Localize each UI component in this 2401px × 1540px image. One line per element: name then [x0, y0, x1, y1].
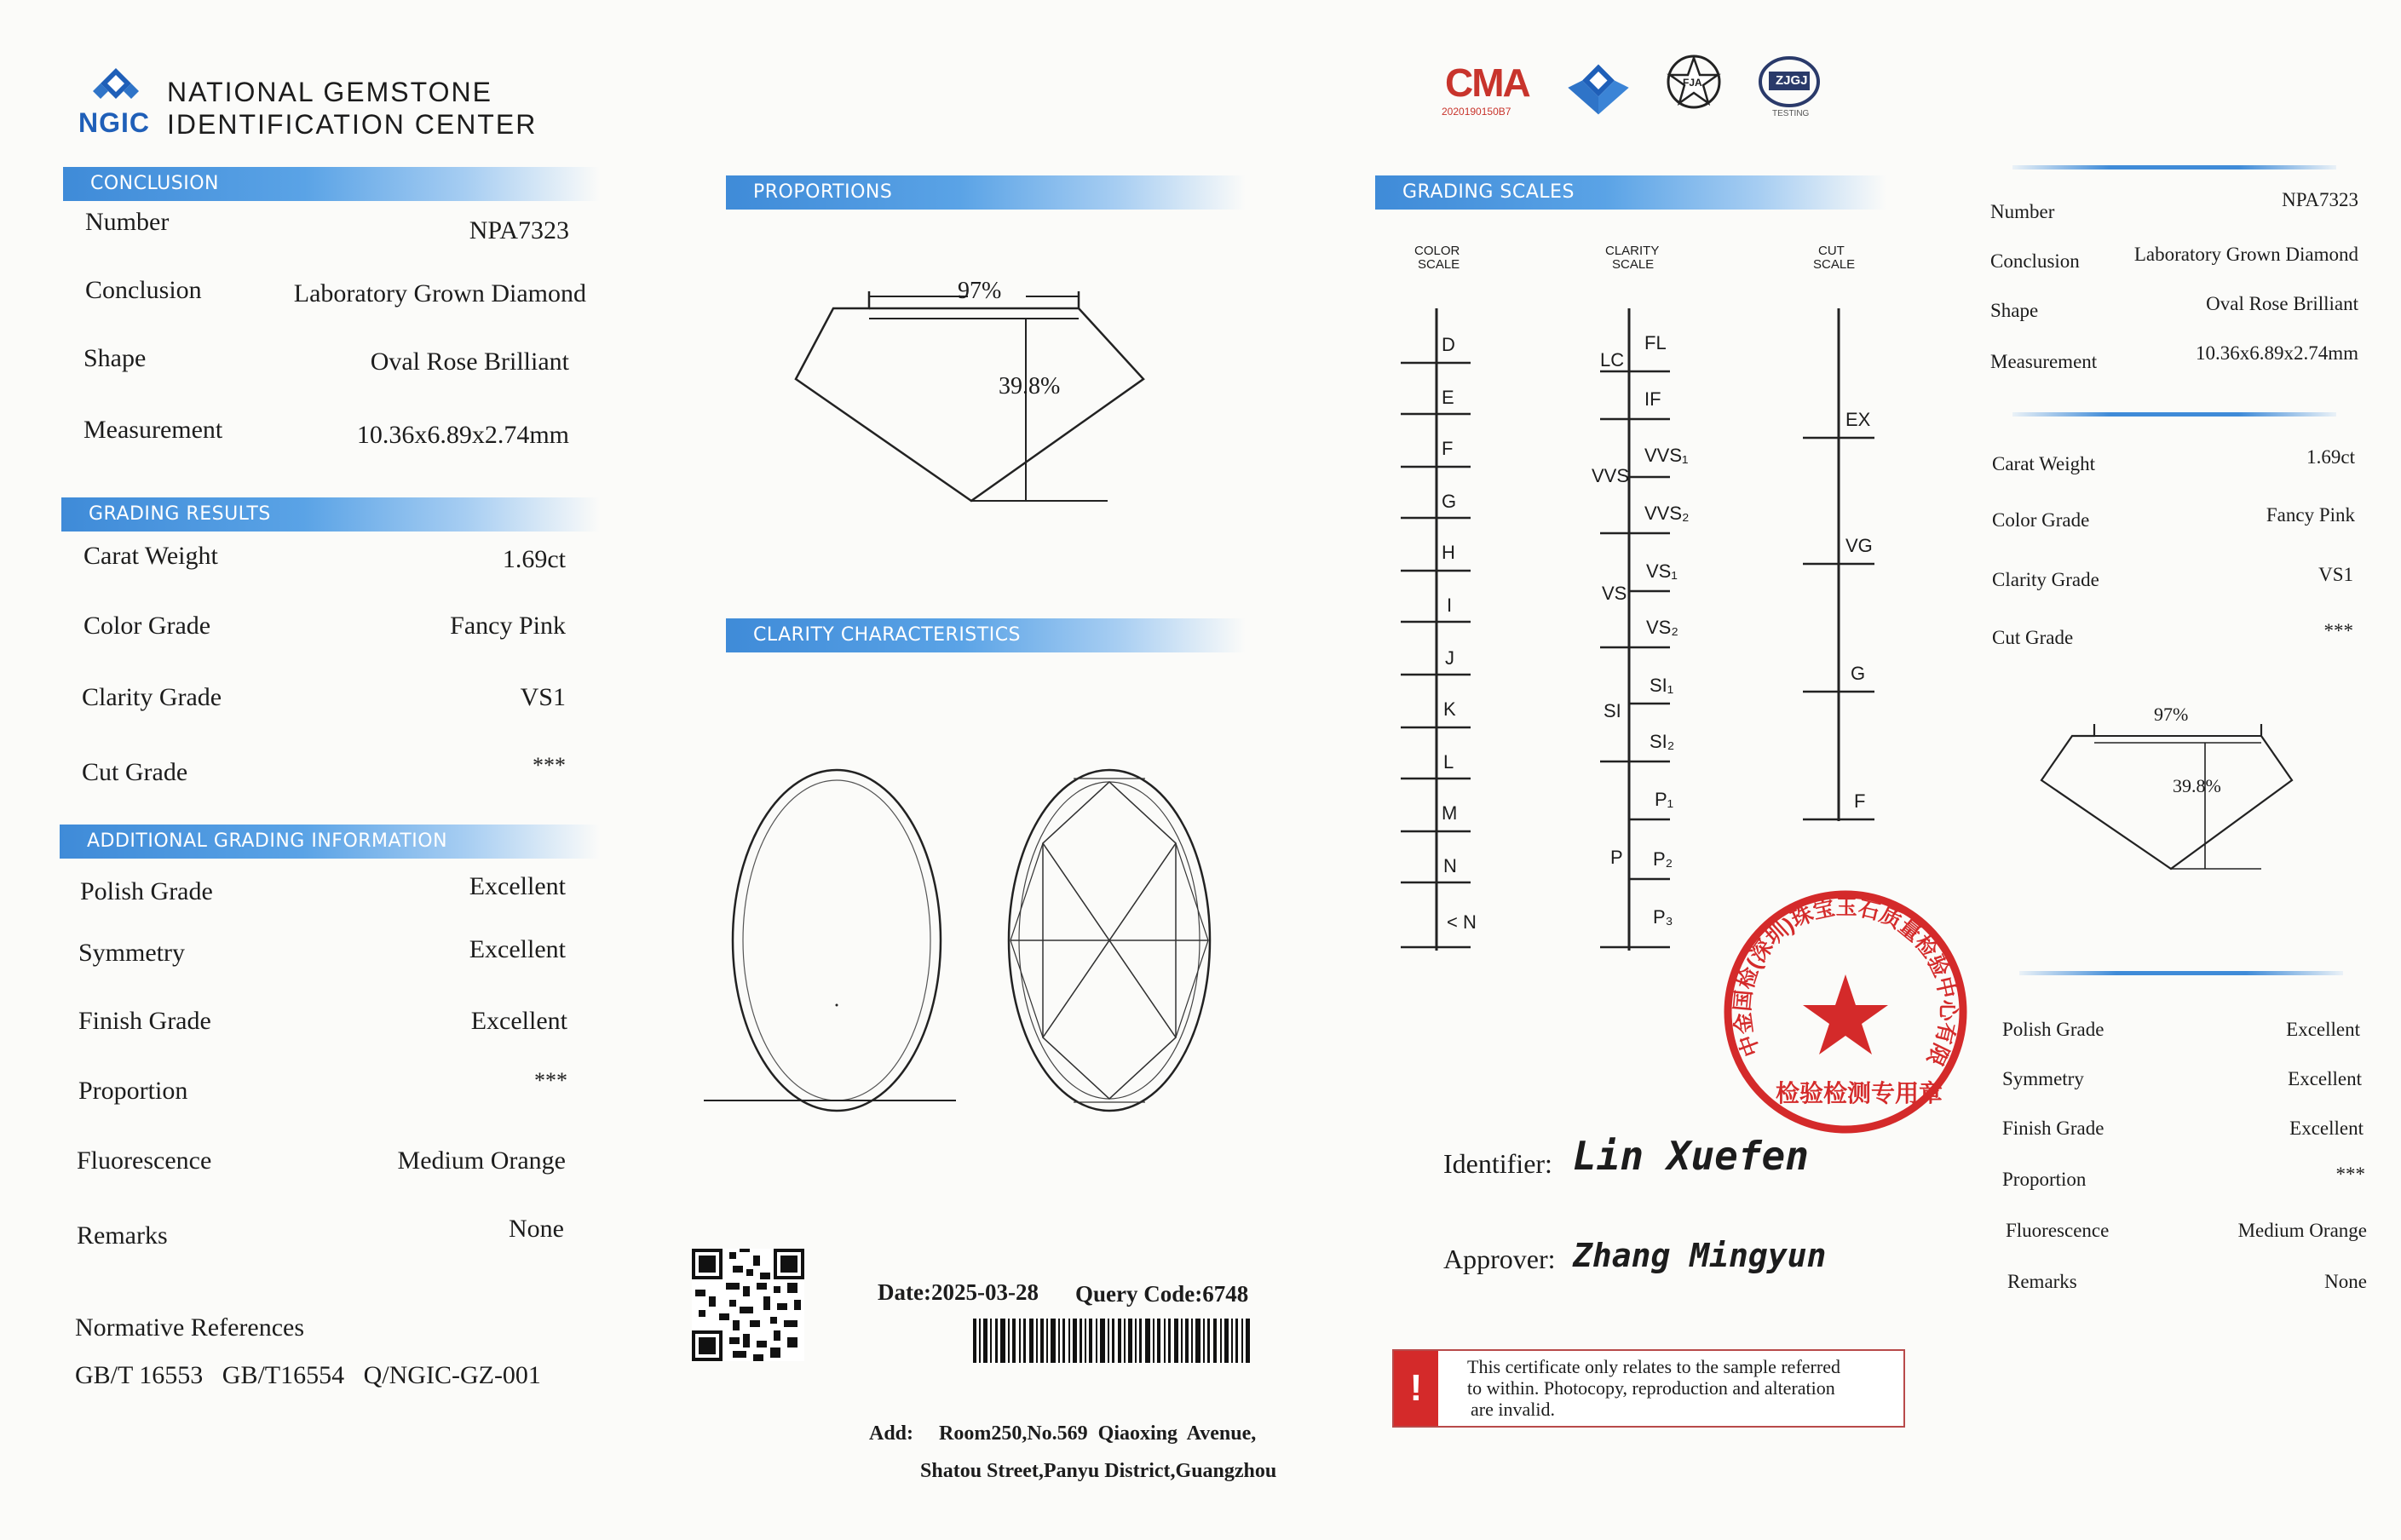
summary-fluorescence-value: Medium Orange	[2237, 1220, 2367, 1241]
address-line1: Room250,No.569 Qiaoxing Avenue,	[939, 1422, 1257, 1445]
summary-cut-value: ***	[2323, 620, 2353, 641]
cut-grade-f: F	[1854, 790, 1866, 812]
summary-remarks-label: Remarks	[2007, 1271, 2077, 1292]
clarity-grade-vs1: VS₁	[1646, 560, 1678, 582]
references-standards: GB/T 16553 GB/T16554 Q/NGIC-GZ-001	[75, 1361, 541, 1389]
summary-symmetry-value: Excellent	[2288, 1068, 2362, 1089]
clarity-plot-diagram	[699, 758, 1227, 1150]
clarity-grade-if: IF	[1644, 388, 1661, 410]
number-label: Number	[85, 208, 170, 236]
summary-shape-label: Shape	[1990, 300, 2039, 321]
summary-carat-label: Carat Weight	[1992, 453, 2095, 474]
zjgj-badge	[1757, 55, 1822, 123]
summary-conclusion-value: Laboratory Grown Diamond	[2133, 244, 2358, 265]
summary-proportions-diagram	[2038, 715, 2302, 886]
summary-proportion-value: ***	[2335, 1164, 2365, 1185]
testing-text: TESTING	[1772, 109, 1810, 118]
grading-results-header: GRADING RESULTS	[61, 497, 600, 532]
summary-finish-label: Finish Grade	[2002, 1118, 2104, 1139]
fluorescence-value: Medium Orange	[397, 1146, 566, 1175]
clarity-grade-fl: FL	[1644, 332, 1667, 353]
summary-measurement-value: 10.36x6.89x2.74mm	[2195, 342, 2358, 364]
references-label: Normative References	[75, 1313, 305, 1342]
additional-header: ADDITIONAL GRADING INFORMATION	[60, 825, 600, 859]
clarity-group-si: SI	[1604, 700, 1621, 721]
color-grade-i: I	[1447, 595, 1453, 616]
warning-text-2: to within. Photocopy, reproduction and alteration	[1467, 1377, 1835, 1399]
seal-bottom-text: 检验检测专用章	[1776, 1080, 1943, 1106]
clarity-grade-vs2: VS₂	[1646, 617, 1678, 638]
clarity-grade-vvs1: VVS₁	[1644, 445, 1689, 466]
finish-value: Excellent	[470, 1007, 567, 1035]
summary-remarks-value: None	[2324, 1271, 2367, 1292]
clarity-group-vs: VS	[1602, 583, 1627, 604]
color-grade-l: L	[1443, 751, 1454, 773]
summary-polish-label: Polish Grade	[2002, 1019, 2104, 1040]
cut-grade-g: G	[1851, 663, 1866, 684]
clarity-grade-si2: SI₂	[1650, 731, 1675, 752]
shape-value: Oval Rose Brilliant	[370, 348, 569, 376]
proportions-diagram	[784, 273, 1159, 520]
symmetry-label: Symmetry	[78, 939, 185, 967]
summary-number-value: NPA7323	[2282, 189, 2358, 210]
remarks-value: None	[509, 1215, 564, 1243]
summary-color-label: Color Grade	[1992, 509, 2090, 531]
barcode-icon	[973, 1319, 1254, 1363]
summary-polish-value: Excellent	[2286, 1019, 2360, 1040]
query-code: Query Code:6748	[1075, 1281, 1249, 1307]
address-label: Add:	[869, 1422, 914, 1445]
summary-carat-value: 1.69ct	[2306, 446, 2355, 468]
cma-number: 2020190150B7	[1442, 106, 1511, 118]
summary-divider-3	[2019, 971, 2343, 975]
summary-proportion-label: Proportion	[2002, 1169, 2087, 1190]
summary-finish-value: Excellent	[2289, 1118, 2364, 1139]
carat-value: 1.69ct	[502, 545, 566, 573]
measurement-value: 10.36x6.89x2.74mm	[356, 421, 569, 449]
summary-table-pct: 97%	[2154, 704, 2189, 725]
finish-label: Finish Grade	[78, 1007, 211, 1035]
summary-divider-1	[2012, 165, 2336, 170]
fja-text: FJA	[1683, 77, 1702, 89]
color-grade-g: G	[1442, 491, 1457, 512]
official-seal	[1719, 886, 1972, 1138]
conclusion-header: CONCLUSION	[63, 167, 600, 201]
shape-label: Shape	[83, 344, 147, 372]
color-grade-n: N	[1443, 855, 1457, 876]
clarity-scale-title-2: SCALE	[1612, 257, 1655, 272]
summary-divider-2	[2012, 412, 2336, 417]
summary-clarity-label: Clarity Grade	[1992, 569, 2099, 590]
clarity-scale-title-1: CLARITY	[1605, 244, 1660, 258]
cut-grade-vg: VG	[1845, 535, 1873, 556]
summary-symmetry-label: Symmetry	[2002, 1068, 2084, 1089]
proportion-table-pct: 97%	[958, 278, 1002, 304]
summary-clarity-value: VS1	[2318, 564, 2353, 585]
grading-scales-header: GRADING SCALES	[1375, 175, 1886, 210]
color-grade-j: J	[1445, 647, 1454, 669]
proportions-header: PROPORTIONS	[726, 175, 1246, 210]
polish-value: Excellent	[469, 872, 566, 900]
warning-text-3: are invalid.	[1471, 1399, 1555, 1420]
clarity-grade-p3: P₃	[1653, 906, 1673, 928]
clarity-grade-p1: P₁	[1655, 789, 1674, 810]
warning-box	[1392, 1349, 1905, 1428]
proportion-label: Proportion	[78, 1077, 188, 1105]
qr-code-icon[interactable]	[692, 1249, 804, 1361]
clarity-grade-p2: P₂	[1653, 848, 1673, 870]
color-value: Fancy Pink	[450, 612, 566, 640]
clarity-group-p: P	[1610, 847, 1623, 868]
svg-text:中金国检(深圳)珠宝玉石质量检验中心有限公司广州分公司	[1719, 886, 1960, 1069]
color-grade-k: K	[1443, 698, 1456, 720]
color-label: Color Grade	[83, 612, 211, 640]
cma-text: CMA	[1445, 60, 1529, 105]
summary-measurement-label: Measurement	[1990, 351, 2098, 372]
clarity-characteristics-header: CLARITY CHARACTERISTICS	[726, 618, 1246, 652]
summary-conclusion-label: Conclusion	[1990, 250, 2080, 272]
report-date: Date:2025-03-28	[878, 1279, 1039, 1305]
measurement-label: Measurement	[83, 416, 223, 444]
warning-icon: !	[1394, 1351, 1438, 1426]
ngic-badge-icon	[1563, 60, 1634, 121]
address-line2: Shatou Street,Panyu District,Guangzhou	[920, 1460, 1277, 1482]
clarity-grade-vvs2: VVS₂	[1644, 503, 1690, 524]
cut-scale-title-2: SCALE	[1813, 257, 1856, 272]
identifier-signature: Lin Xuefen	[1573, 1133, 1809, 1179]
color-scale-title-1: COLOR	[1414, 244, 1460, 258]
conclusion-value: Laboratory Grown Diamond	[293, 279, 586, 307]
proportion-depth-pct: 39.8%	[999, 373, 1061, 399]
ngic-abbr: NGIC	[78, 107, 150, 138]
org-name-line1: NATIONAL GEMSTONE	[167, 77, 492, 107]
clarity-value: VS1	[520, 683, 566, 711]
summary-shape-value: Oval Rose Brilliant	[2206, 293, 2358, 314]
summary-depth-pct: 39.8%	[2173, 775, 2221, 796]
polish-label: Polish Grade	[80, 877, 213, 905]
carat-label: Carat Weight	[83, 542, 218, 570]
color-grade-h: H	[1442, 542, 1455, 563]
approver-signature: Zhang Mingyun	[1573, 1237, 1827, 1274]
color-grade-f: F	[1442, 438, 1454, 459]
cut-scale-title-1: CUT	[1818, 244, 1845, 258]
cut-value: ***	[533, 753, 566, 778]
cut-grade-ex: EX	[1845, 409, 1871, 430]
seal-ring-text: 中金国检(深圳)珠宝玉石质量检验中心有限	[1730, 895, 1961, 1070]
summary-number-label: Number	[1990, 201, 2055, 222]
color-grade-m: M	[1442, 802, 1458, 824]
summary-color-value: Fancy Pink	[2266, 504, 2355, 526]
number-value: NPA7323	[469, 216, 569, 244]
org-name-line2: IDENTIFICATION CENTER	[167, 109, 538, 140]
color-grade-below-n: < N	[1447, 911, 1477, 933]
fja-badge	[1663, 51, 1724, 112]
conclusion-label: Conclusion	[85, 276, 202, 304]
fluorescence-label: Fluorescence	[77, 1146, 212, 1175]
summary-fluorescence-label: Fluorescence	[2006, 1220, 2110, 1241]
zjgj-text: ZJGJ	[1776, 73, 1808, 88]
color-scale-title-2: SCALE	[1418, 257, 1460, 272]
cut-label: Cut Grade	[82, 758, 188, 786]
identifier-label: Identifier:	[1443, 1148, 1552, 1179]
remarks-label: Remarks	[77, 1221, 168, 1250]
clarity-grade-si1: SI₁	[1650, 675, 1674, 696]
proportion-value: ***	[534, 1068, 567, 1093]
clarity-group-lc: LC	[1600, 349, 1625, 371]
warning-text-1: This certificate only relates to the sample referred	[1467, 1356, 1840, 1377]
clarity-group-vvs: VVS	[1592, 465, 1630, 486]
symmetry-value: Excellent	[469, 935, 566, 963]
color-grade-d: D	[1442, 334, 1455, 355]
color-grade-e: E	[1442, 387, 1454, 408]
summary-cut-label: Cut Grade	[1992, 627, 2074, 648]
approver-label: Approver:	[1443, 1244, 1556, 1274]
clarity-label: Clarity Grade	[82, 683, 222, 711]
cma-badge	[1440, 60, 1529, 123]
